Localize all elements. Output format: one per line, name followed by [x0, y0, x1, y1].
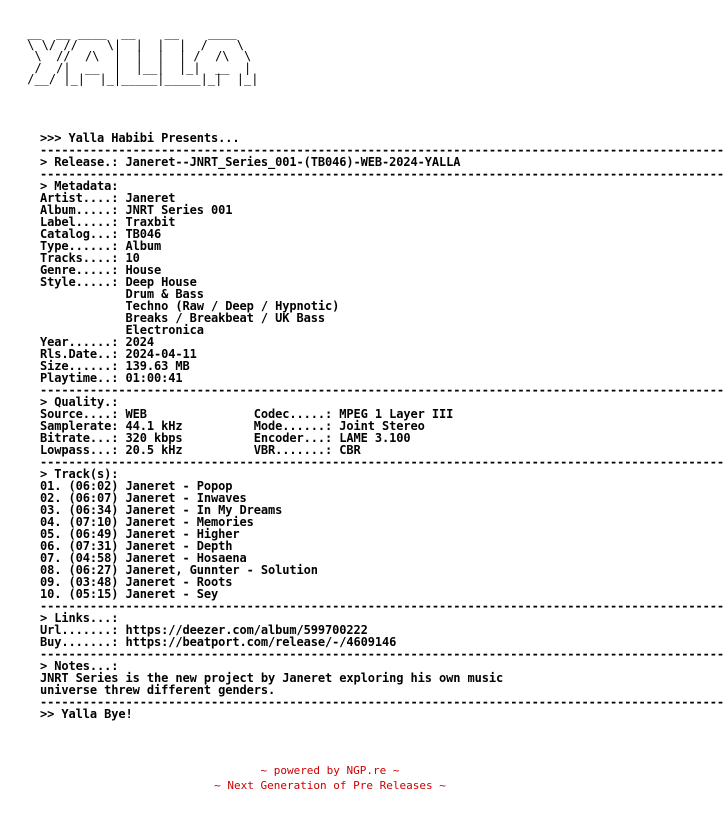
- separator: ------------------------------------------------------------------------------------------------: [40, 695, 724, 709]
- yalla-ascii-logo: __ __ ____ __ __ ____ \ \/ // \| | | | / \ \ // /\ | | | | / /\ \ / /| __ | |__| |_| __ | /__/ |_| |_|_____|_____|_| |_|: [27, 26, 259, 86]
- release-label: > Release.:: [40, 155, 119, 169]
- quality-row: Source....: WEB Codec.....: MPEG 1 Layer III: [40, 407, 454, 421]
- quality-row: Bitrate...: 320 kbps Encoder...: LAME 3.100: [40, 431, 411, 445]
- metadata-row: Size......: 139.63 MB: [40, 359, 190, 373]
- notes-heading: > Notes...:: [40, 659, 119, 673]
- separator: ------------------------------------------------------------------------------------------------: [40, 599, 724, 613]
- metadata-row: Electronica: [40, 323, 204, 337]
- track-row: 01. (06:02) Janeret - Popop: [40, 479, 233, 493]
- metadata-rows: [40, 191, 339, 385]
- separator: ------------------------------------------------------------------------------------------------: [40, 167, 724, 181]
- metadata-row: Label.....: Traxbit: [40, 215, 176, 229]
- track-row: 06. (07:31) Janeret - Depth: [40, 539, 233, 553]
- link-row: Buy.......: https://beatport.com/release/-/4609146: [40, 635, 397, 649]
- metadata-row: Style.....: Deep House: [40, 275, 197, 289]
- separator: ------------------------------------------------------------------------------------------------: [40, 383, 724, 397]
- links-list: [40, 623, 396, 649]
- metadata-row: Year......: 2024: [40, 335, 154, 349]
- quality-row: Lowpass...: 20.5 kHz VBR.......: CBR: [40, 443, 361, 457]
- metadata-row: Techno (Raw / Deep / Hypnotic): [40, 299, 340, 313]
- metadata-heading: > Metadata:: [40, 179, 119, 193]
- footer-tagline: ~ Next Generation of Pre Releases ~: [214, 779, 446, 792]
- track-row: 05. (06:49) Janeret - Higher: [40, 527, 240, 541]
- track-row: 09. (03:48) Janeret - Roots: [40, 575, 233, 589]
- presents-line: >>> Yalla Habibi Presents...: [40, 131, 240, 145]
- notes-line: JNRT Series is the new project by Janeret exploring his own music: [40, 671, 504, 685]
- nfo-text: [40, 132, 724, 720]
- release-name: Janeret--JNRT_Series_001-(TB046)-WEB-2024-YALLA: [125, 155, 461, 169]
- metadata-row: Breaks / Breakbeat / UK Bass: [40, 311, 325, 325]
- metadata-row: Catalog...: TB046: [40, 227, 162, 241]
- quality-heading: > Quality.:: [40, 395, 119, 409]
- metadata-row: Drum & Bass: [40, 287, 204, 301]
- separator: ------------------------------------------------------------------------------------------------: [40, 647, 724, 661]
- metadata-row: Playtime..: 01:00:41: [40, 371, 183, 385]
- metadata-row: Genre.....: House: [40, 263, 162, 277]
- separator: ------------------------------------------------------------------------------------------------: [40, 455, 724, 469]
- metadata-row: Type......: Album: [40, 239, 162, 253]
- metadata-row: Album.....: JNRT Series 001: [40, 203, 233, 217]
- bye-line: >> Yalla Bye!: [40, 707, 133, 721]
- metadata-row: Rls.Date..: 2024-04-11: [40, 347, 197, 361]
- track-row: 10. (05:15) Janeret - Sey: [40, 587, 219, 601]
- notes-line: universe threw different genders.: [40, 683, 276, 697]
- track-row: 07. (04:58) Janeret - Hosaena: [40, 551, 247, 565]
- metadata-row: Tracks....: 10: [40, 251, 140, 265]
- footer-powered-by: ~ powered by NGP.re ~: [260, 764, 400, 777]
- track-row: 04. (07:10) Janeret - Memories: [40, 515, 254, 529]
- quality-row: Samplerate: 44.1 kHz Mode......: Joint Stereo: [40, 419, 425, 433]
- link-row: Url.......: https://deezer.com/album/599700222: [40, 623, 368, 637]
- tracks-heading: > Track(s):: [40, 467, 119, 481]
- track-list: [40, 479, 318, 601]
- track-row: 08. (06:27) Janeret, Gunnter - Solution: [40, 563, 318, 577]
- metadata-row: Artist....: Janeret: [40, 191, 176, 205]
- separator: ------------------------------------------------------------------------------------------------: [40, 143, 724, 157]
- quality-rows: [40, 407, 453, 457]
- track-row: 02. (06:07) Janeret - Inwaves: [40, 491, 247, 505]
- track-row: 03. (06:34) Janeret - In My Dreams: [40, 503, 283, 517]
- links-heading: > Links...:: [40, 611, 119, 625]
- notes-text: [40, 671, 503, 697]
